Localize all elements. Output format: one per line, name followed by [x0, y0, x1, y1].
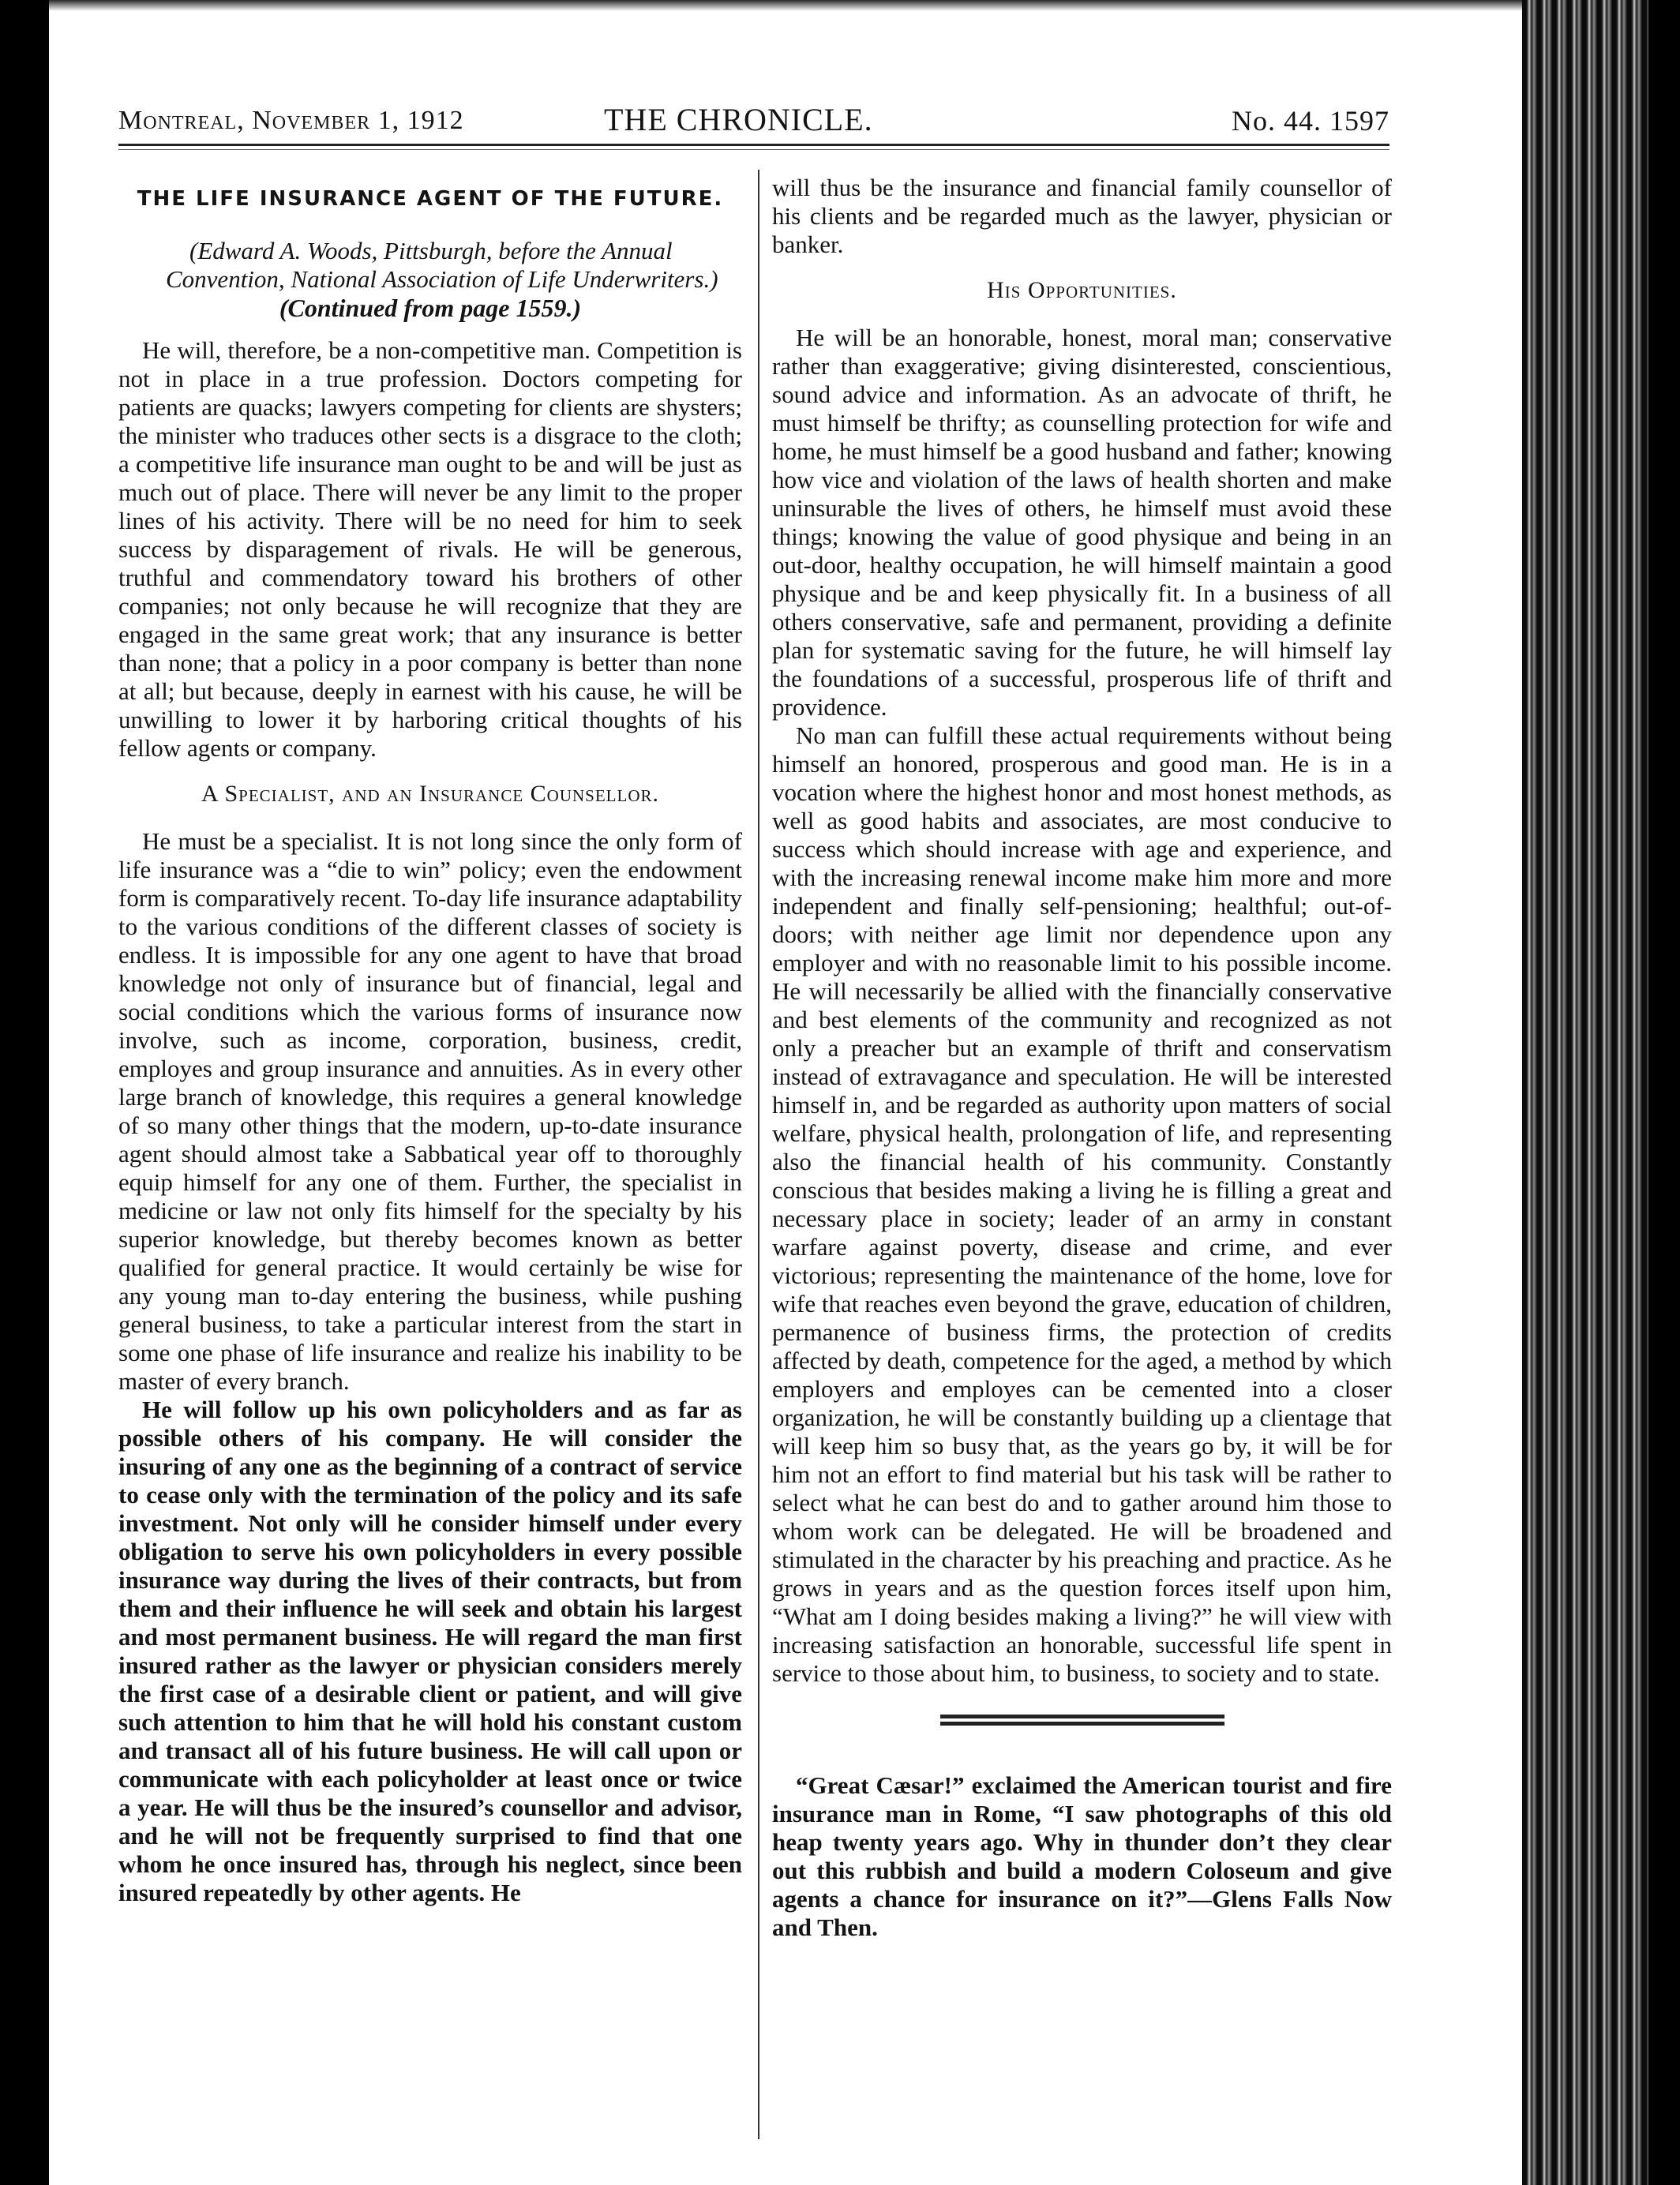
paragraph-specialist: He must be a specialist. It is not long since the only form of life insurance was a “die to win” policy; even the endowment form is comparatively recent. To-day life insurance adaptability to the various conditions of the different classes of society is endless. It is impossible for any one agent to have that broad knowledge not only of insurance but of financial, legal and social conditions which the various forms of insurance now involve, such as income, corporation, business, credit, employes and group insurance and annuities. As in every other large branch of knowledge, this requires a general knowledge of so many other things that the modern, up-to-date insurance agent should almost take a Sabbatical year off to thoroughly equip himself for any one of them. Further, the specialist in medicine or law not only fits himself for the specialty by his superior knowledge, but thereby becomes known as better qualified for general practice. It would certainly be wise for any young man to-day entering the business, while pushing general business, to take a particular interest from the start in some one phase of life insurance and realize his inability to be master of every branch.	[118, 827, 742, 1395]
book-page-edges	[1522, 0, 1680, 2185]
section-separator	[940, 1715, 1224, 1726]
header-rule	[118, 144, 1389, 150]
paragraph-intro: He will, therefore, be a non-competitive man. Competition is not in place in a true profession. Doctors competing for patients are quacks; lawyers competing for clients are shysters; the minister who traduces other sects is a disgrace to the cloth; a competitive life insurance man ought to be and will be just as much out of place. There will never be any limit to the proper lines of his activity. There will be no need for him to seek success by disparagement of rivals. He will be generous, truthful and commendatory toward his brothers of other companies; not only because he will recognize that they are engaged in the same great work; that any insurance is better than none; that a policy in a poor company is better than none at all; but because, deeply in earnest with his cause, he will be unwilling to lower it by harboring critical thoughts of his fellow agents or company.	[118, 336, 742, 762]
header-publication: THE CHRONICLE.	[604, 102, 873, 137]
paragraph-opportunities: He will be an honorable, honest, moral man; conservative rather than exaggerative; giving disinterested, conscientious, sound advice and information. As an advocate of thrift, he must himself be thrifty; as counselling protection for wife and home, he must himself be a good husband and father; knowing how vice and violation of the laws of health shorten and make uninsurable the lives of others, he himself must avoid these things; knowing the value of good physique and being in an out-door, healthy occupation, he will himself maintain a good physique and be and keep physically fit. In a business of all others conservative, safe and permanent, providing a definite plan for systematic saving for the future, he will himself lay the foundations of a successful, prosperous life of thrift and providence.	[772, 324, 1392, 721]
paragraph-continuation: will thus be the insurance and financial family counsellor of his clients and be regarded much as the lawyer, physician or banker.	[772, 174, 1392, 258]
header-issue-page: No. 44. 1597	[1232, 105, 1389, 137]
running-header	[118, 101, 1389, 141]
article-title: THE LIFE INSURANCE AGENT OF THE FUTURE.	[137, 187, 724, 211]
paragraph-follow-up: He will follow up his own policyholders and as far as possible others of his company. He will consider the insuring of any one as the beginning of a contract of service to cease only with the termination of the policy and its safe investment. Not only will he consider himself under every obligation to serve his own policyholders in every possible insurance way during the lives of their contracts, but from them and their influence he will seek and obtain his largest and most permanent business. He will regard the man first insured rather as the lawyer or physician considers merely the first case of a desirable client or patient, and will give such attention to him that he will hold his constant custom and transact all of his future business. He will call upon or communicate with each policyholder at least once or twice a year. He will thus be the insured’s counsellor and advisor, and he will not be frequently surprised to find that one whom he once insured has, through his neglect, since been insured repeatedly by other agents. He	[118, 1396, 742, 1906]
scan-shadow-top	[49, 0, 1522, 11]
scan-border-left	[0, 0, 49, 2185]
continued-note: (Continued from page 1559.)	[279, 294, 582, 322]
header-date: Montreal, November 1, 1912	[118, 106, 464, 135]
left-column	[118, 174, 742, 1907]
column-divider	[758, 170, 759, 2139]
section-heading-specialist: A Specialist, and an Insurance Counsellor.	[201, 781, 660, 807]
right-column	[772, 174, 1392, 1942]
article-byline: (Edward A. Woods, Pittsburgh, before the Annual Convention, National Association of Life Underwriters.)	[166, 237, 718, 293]
section-heading-opportunities: His Opportunities.	[987, 277, 1177, 303]
paragraph-requirements: No man can fulfill these actual requirements without being himself an honored, prosperous and good man. He is in a vocation where the highest honor and most honest methods, as well as good habits and associates, are most conducive to success which should increase with age and experience, and with the increasing renewal income make him more and more independent and finally self-pensioning; healthful; out-of-doors; with neither age limit nor dependence upon any employer and with no reasonable limit to his possible income. He will necessarily be allied with the financially conservative and best elements of the community and recognized as not only a preacher but an example of thrift and conservatism instead of extravagance and speculation. He will be interested himself in, and be regarded as authority upon matters of social welfare, physical health, prolongation of life, and representing also the financial health of his community. Constantly conscious that besides making a living he is filling a great and necessary place in society; leader of an army in constant warfare against poverty, disease and crime, and ever victorious; representing the maintenance of the home, love for wife that reaches even beyond the grave, education of children, permanence of business firms, the protection of credits affected by death, competence for the aged, a method by which employers and employes can be cemented into a closer organization, he will be constantly building up a clientage that will keep him so busy that, as the years go by, it will be for him not an effort to find material but his task will be rather to select what he can best do and to gather around him those to whom work can be delegated. He will be broadened and stimulated in the character by his preaching and practice. As he grows in years and as the question forces itself upon him, “What am I doing besides making a living?” he will view with increasing satisfaction an honorable, successful life spent in service to those about him, to business, to society and to state.	[772, 721, 1392, 1687]
anecdote-paragraph: “Great Cæsar!” exclaimed the American tourist and fire insurance man in Rome, “I saw photographs of this old heap twenty years ago. Why in thunder don’t they clear out this rubbish and build a modern Coloseum and give agents a chance for insurance on it?”—Glens Falls Now and Then.	[772, 1771, 1392, 1941]
